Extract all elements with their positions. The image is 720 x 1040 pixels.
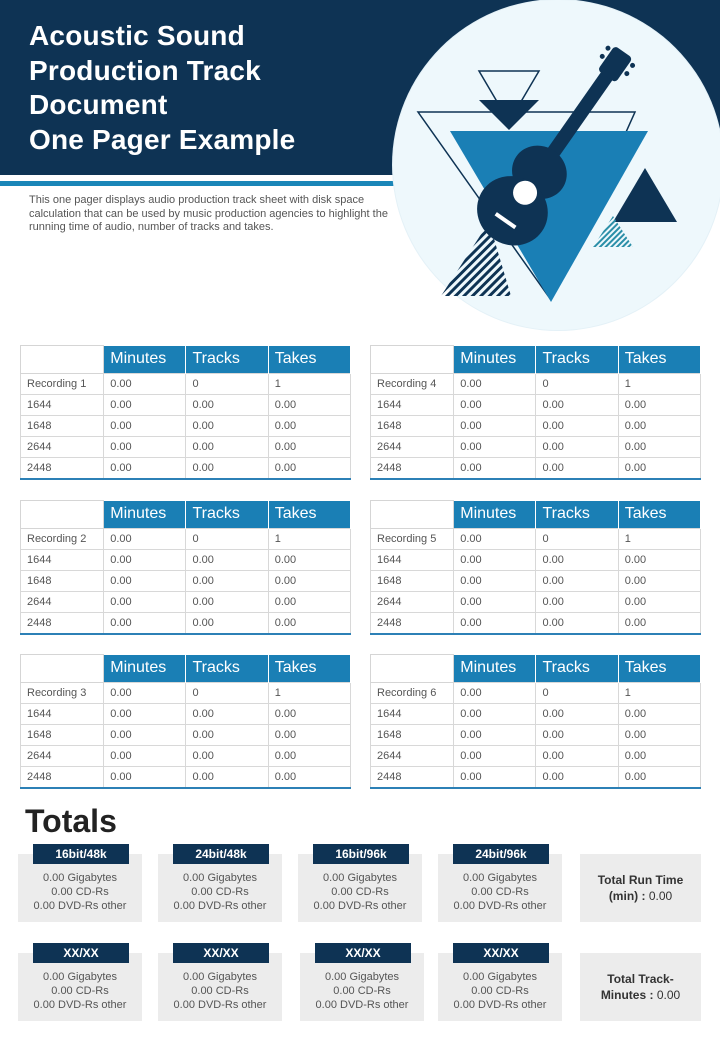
table-cell: 0.00 xyxy=(454,458,536,479)
table-row xyxy=(21,416,351,437)
table-cell: 0.00 xyxy=(268,746,350,767)
column-header: Takes xyxy=(618,346,700,374)
table-cell: 0.00 xyxy=(454,437,536,458)
row-label: 2448 xyxy=(21,458,104,479)
table-row xyxy=(21,529,351,550)
table-cell: 0.00 xyxy=(618,746,700,767)
row-label: 1648 xyxy=(21,416,104,437)
column-header: Takes xyxy=(618,501,700,529)
table-row xyxy=(21,437,351,458)
column-header: Takes xyxy=(268,655,350,683)
table-cell: 0.00 xyxy=(618,571,700,592)
table-row xyxy=(21,683,351,704)
row-label: Recording 4 xyxy=(371,374,454,395)
table-row xyxy=(21,704,351,725)
recording-table-6 xyxy=(370,654,701,789)
table-row xyxy=(21,767,351,788)
table-cell: 0.00 xyxy=(186,746,268,767)
total-tag: XX/XX xyxy=(315,943,411,963)
column-header: Tracks xyxy=(536,655,618,683)
table-cell: 0.00 xyxy=(618,395,700,416)
table-cell: 0.00 xyxy=(104,416,186,437)
row-label: 2644 xyxy=(21,592,104,613)
column-header: Tracks xyxy=(536,501,618,529)
table-cell: 0.00 xyxy=(536,550,618,571)
table-cell: 0.00 xyxy=(454,704,536,725)
table-cell: 0.00 xyxy=(104,767,186,788)
table-cell: 0 xyxy=(186,683,268,704)
table-cell: 0.00 xyxy=(618,550,700,571)
title-line: One Pager Example xyxy=(29,123,296,155)
table-corner xyxy=(21,346,104,374)
table-row xyxy=(371,374,701,395)
table-cell: 0.00 xyxy=(536,767,618,788)
table-cell: 0.00 xyxy=(104,437,186,458)
total-line: 0.00 CD-Rs xyxy=(191,985,249,997)
total-line: 0.00 CD-Rs xyxy=(331,886,389,898)
column-header: Minutes xyxy=(104,655,186,683)
table-cell: 0.00 xyxy=(618,416,700,437)
table-cell: 0.00 xyxy=(454,416,536,437)
totals-title: Totals xyxy=(25,803,117,839)
track-minutes-label-unit: Minutes : xyxy=(600,988,654,1002)
row-label: 2448 xyxy=(21,613,104,634)
total-tag: 24bit/96k xyxy=(453,844,549,864)
table-corner xyxy=(371,346,454,374)
table-cell: 0.00 xyxy=(454,746,536,767)
table-corner xyxy=(21,655,104,683)
total-tag: 16bit/48k xyxy=(33,844,129,864)
table-cell: 0.00 xyxy=(268,704,350,725)
table-cell: 0.00 xyxy=(104,683,186,704)
table-cell: 0.00 xyxy=(268,437,350,458)
table-cell: 0.00 xyxy=(186,767,268,788)
table-cell: 0.00 xyxy=(186,395,268,416)
row-label: 2644 xyxy=(21,437,104,458)
table-cell: 0.00 xyxy=(454,395,536,416)
table-row xyxy=(371,704,701,725)
table-cell: 0.00 xyxy=(536,395,618,416)
table-cell: 0.00 xyxy=(268,458,350,479)
total-line: 0.00 Gigabytes xyxy=(463,872,537,884)
table-cell: 0.00 xyxy=(536,458,618,479)
total-lines xyxy=(300,970,424,1012)
table-cell: 0.00 xyxy=(268,550,350,571)
table-cell: 0.00 xyxy=(618,437,700,458)
table-cell: 0.00 xyxy=(104,550,186,571)
table-row xyxy=(21,592,351,613)
table-corner xyxy=(371,501,454,529)
column-header: Tracks xyxy=(536,346,618,374)
table-cell: 0.00 xyxy=(268,767,350,788)
total-line: 0.00 DVD-Rs other xyxy=(453,900,547,912)
table-cell: 0.00 xyxy=(454,725,536,746)
row-label: 2448 xyxy=(371,767,454,788)
table-cell: 0.00 xyxy=(536,725,618,746)
total-line: 0.00 Gigabytes xyxy=(325,971,399,983)
table-cell: 1 xyxy=(268,529,350,550)
column-header: Tracks xyxy=(186,501,268,529)
table-row xyxy=(371,683,701,704)
table-cell: 0.00 xyxy=(268,725,350,746)
table-cell: 0.00 xyxy=(186,613,268,634)
table-cell: 0.00 xyxy=(104,395,186,416)
table-row xyxy=(371,395,701,416)
row-label: Recording 3 xyxy=(21,683,104,704)
table-cell: 0.00 xyxy=(268,416,350,437)
total-line: 0.00 DVD-Rs other xyxy=(173,900,267,912)
row-label: 2644 xyxy=(371,746,454,767)
table-row xyxy=(21,571,351,592)
table-cell: 0.00 xyxy=(104,613,186,634)
page-description: This one pager displays audio production track sheet with disk space calculation that can be used by music production agencies to highlight the running time of audio, number of tracks and takes. xyxy=(29,194,388,233)
run-time-label: Total Run Time xyxy=(597,873,684,887)
column-header: Minutes xyxy=(454,501,536,529)
row-label: 2644 xyxy=(371,437,454,458)
row-label: Recording 6 xyxy=(371,683,454,704)
table-cell: 0.00 xyxy=(104,571,186,592)
column-header: Minutes xyxy=(104,501,186,529)
table-cell: 0.00 xyxy=(618,767,700,788)
table-cell: 0.00 xyxy=(104,704,186,725)
table-row xyxy=(371,767,701,788)
table-row xyxy=(21,613,351,634)
table-cell: 1 xyxy=(618,683,700,704)
table-cell: 0.00 xyxy=(186,416,268,437)
row-label: 1648 xyxy=(21,571,104,592)
row-label: Recording 1 xyxy=(21,374,104,395)
table-cell: 0.00 xyxy=(536,746,618,767)
table-cell: 0.00 xyxy=(104,458,186,479)
table-row xyxy=(21,458,351,479)
table-corner xyxy=(371,655,454,683)
table-cell: 1 xyxy=(618,529,700,550)
column-header: Minutes xyxy=(104,346,186,374)
table-row xyxy=(371,571,701,592)
page-title xyxy=(29,19,349,157)
total-line: 0.00 DVD-Rs other xyxy=(453,999,547,1011)
total-line: 0.00 CD-Rs xyxy=(471,985,529,997)
total-tag: XX/XX xyxy=(33,943,129,963)
table-cell: 0.00 xyxy=(618,613,700,634)
table-row xyxy=(371,592,701,613)
table-row xyxy=(371,725,701,746)
table-cell: 0.00 xyxy=(454,374,536,395)
row-label: 1644 xyxy=(371,550,454,571)
row-label: Recording 2 xyxy=(21,529,104,550)
table-cell: 0.00 xyxy=(104,746,186,767)
table-cell: 0.00 xyxy=(186,592,268,613)
table-cell: 0.00 xyxy=(104,592,186,613)
table-cell: 0.00 xyxy=(536,704,618,725)
total-tag: 16bit/96k xyxy=(313,844,409,864)
table-cell: 1 xyxy=(268,374,350,395)
run-time-label-unit: (min) : xyxy=(608,889,646,903)
recording-table-3 xyxy=(20,654,351,789)
table-cell: 0 xyxy=(536,683,618,704)
table-cell: 0.00 xyxy=(618,725,700,746)
table-corner xyxy=(21,501,104,529)
table-cell: 0.00 xyxy=(454,529,536,550)
total-run-time-box xyxy=(580,854,701,922)
table-row xyxy=(371,746,701,767)
table-cell: 0.00 xyxy=(186,458,268,479)
table-row xyxy=(21,374,351,395)
total-line: 0.00 Gigabytes xyxy=(183,872,257,884)
table-cell: 1 xyxy=(268,683,350,704)
total-lines xyxy=(438,970,562,1012)
row-label: 2644 xyxy=(371,592,454,613)
table-row xyxy=(371,529,701,550)
total-tag: XX/XX xyxy=(453,943,549,963)
table-cell: 0.00 xyxy=(454,571,536,592)
table-cell: 0 xyxy=(186,529,268,550)
guitar-icon xyxy=(393,0,720,330)
column-header: Takes xyxy=(268,501,350,529)
table-cell: 0 xyxy=(186,374,268,395)
row-label: 1644 xyxy=(21,704,104,725)
column-header: Tracks xyxy=(186,655,268,683)
track-minutes-label: Total Track- xyxy=(607,972,674,986)
recording-table-2 xyxy=(20,500,351,635)
column-header: Takes xyxy=(268,346,350,374)
table-cell: 0.00 xyxy=(454,592,536,613)
total-lines xyxy=(18,871,142,913)
table-cell: 0.00 xyxy=(536,571,618,592)
title-line: Production Track xyxy=(29,54,261,86)
table-cell: 0.00 xyxy=(618,704,700,725)
total-line: 0.00 CD-Rs xyxy=(191,886,249,898)
total-tag: XX/XX xyxy=(173,943,269,963)
table-row xyxy=(21,550,351,571)
table-cell: 0.00 xyxy=(454,613,536,634)
run-time-value: 0.00 xyxy=(648,889,673,903)
total-track-minutes-box xyxy=(580,953,701,1021)
total-line: 0.00 DVD-Rs other xyxy=(33,999,127,1011)
row-label: 1648 xyxy=(21,725,104,746)
total-line: 0.00 Gigabytes xyxy=(43,971,117,983)
table-cell: 0 xyxy=(536,374,618,395)
total-lines xyxy=(18,970,142,1012)
table-cell: 0.00 xyxy=(536,416,618,437)
table-cell: 0.00 xyxy=(186,437,268,458)
row-label: 2448 xyxy=(371,458,454,479)
table-cell: 0.00 xyxy=(536,613,618,634)
recording-table-1 xyxy=(20,345,351,480)
row-label: 1644 xyxy=(371,395,454,416)
table-cell: 0.00 xyxy=(618,458,700,479)
table-row xyxy=(371,416,701,437)
table-row xyxy=(371,458,701,479)
table-cell: 0.00 xyxy=(454,767,536,788)
table-cell: 0.00 xyxy=(104,374,186,395)
table-cell: 0.00 xyxy=(186,571,268,592)
total-line: 0.00 CD-Rs xyxy=(333,985,391,997)
total-line: 0.00 CD-Rs xyxy=(51,985,109,997)
total-line: 0.00 CD-Rs xyxy=(471,886,529,898)
table-cell: 0.00 xyxy=(454,550,536,571)
table-cell: 0.00 xyxy=(186,550,268,571)
row-label: 1644 xyxy=(21,550,104,571)
table-row xyxy=(21,395,351,416)
recording-table-5 xyxy=(370,500,701,635)
column-header: Minutes xyxy=(454,346,536,374)
total-lines xyxy=(158,970,282,1012)
table-cell: 0 xyxy=(536,529,618,550)
title-line: Document xyxy=(29,89,168,120)
table-cell: 0.00 xyxy=(268,395,350,416)
row-label: 1644 xyxy=(21,395,104,416)
total-lines xyxy=(298,871,422,913)
total-line: 0.00 Gigabytes xyxy=(43,872,117,884)
total-line: 0.00 Gigabytes xyxy=(323,872,397,884)
table-row xyxy=(371,613,701,634)
row-label: 1644 xyxy=(371,704,454,725)
row-label: 2448 xyxy=(371,613,454,634)
row-label: Recording 5 xyxy=(371,529,454,550)
total-line: 0.00 DVD-Rs other xyxy=(313,900,407,912)
column-header: Tracks xyxy=(186,346,268,374)
table-cell: 0.00 xyxy=(186,704,268,725)
row-label: 2644 xyxy=(21,746,104,767)
total-line: 0.00 Gigabytes xyxy=(183,971,257,983)
total-lines xyxy=(438,871,562,913)
table-cell: 1 xyxy=(618,374,700,395)
table-row xyxy=(21,746,351,767)
total-line: 0.00 DVD-Rs other xyxy=(33,900,127,912)
table-cell: 0.00 xyxy=(536,437,618,458)
column-header: Minutes xyxy=(454,655,536,683)
table-cell: 0.00 xyxy=(104,529,186,550)
title-line: Acoustic Sound xyxy=(29,20,245,51)
row-label: 1648 xyxy=(371,725,454,746)
total-line: 0.00 CD-Rs xyxy=(51,886,109,898)
track-minutes-value: 0.00 xyxy=(656,988,681,1002)
table-row xyxy=(371,550,701,571)
total-line: 0.00 DVD-Rs other xyxy=(173,999,267,1011)
table-cell: 0.00 xyxy=(186,725,268,746)
table-cell: 0.00 xyxy=(268,592,350,613)
row-label: 1648 xyxy=(371,416,454,437)
total-tag: 24bit/48k xyxy=(173,844,269,864)
total-line: 0.00 Gigabytes xyxy=(463,971,537,983)
total-lines xyxy=(158,871,282,913)
table-row xyxy=(21,725,351,746)
total-line: 0.00 DVD-Rs other xyxy=(315,999,409,1011)
row-label: 2448 xyxy=(21,767,104,788)
table-row xyxy=(371,437,701,458)
row-label: 1648 xyxy=(371,571,454,592)
recording-table-4 xyxy=(370,345,701,480)
table-cell: 0.00 xyxy=(454,683,536,704)
column-header: Takes xyxy=(618,655,700,683)
table-cell: 0.00 xyxy=(536,592,618,613)
table-cell: 0.00 xyxy=(104,725,186,746)
table-cell: 0.00 xyxy=(268,613,350,634)
table-cell: 0.00 xyxy=(618,592,700,613)
table-cell: 0.00 xyxy=(268,571,350,592)
